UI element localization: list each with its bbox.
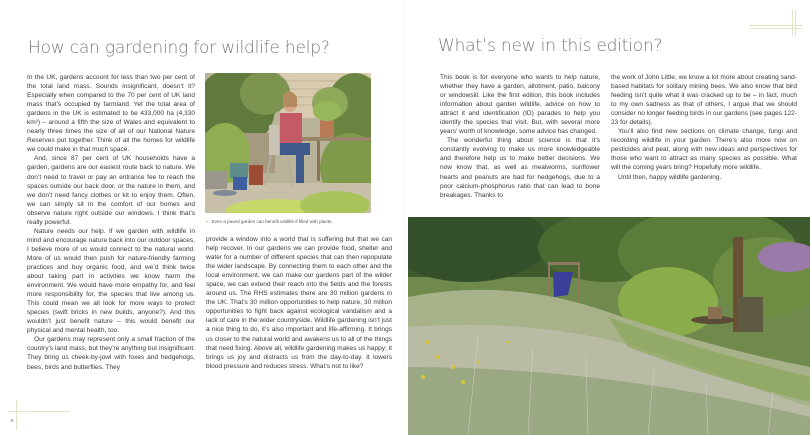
- paragraph: The wonderful thing about science is that it’s constantly evolving to make us more knowledgeable and therefore help us to make better decisions. We now know that, as well as mealworms, sunflower hearts and peanuts are bad for hedgehogs, due to a poor calcium-phosphorus ratio that can lead to bone breakages. Thanks to: [440, 137, 600, 199]
- caption-text: Even a paved garden can benefit wildlife if filled with plants.: [211, 219, 333, 224]
- right-column-1: [440, 73, 600, 200]
- paragraph: You’ll also find new sections on climate change, fungi and recording wildlife in your garden. There’s also more now on pesticides and peat, along with new ideas and perspectives for those who want to attract as many species as possible. What will the coming years bring? Hopefully more wildlife.: [611, 128, 797, 172]
- crop-mark-horizontal: [8, 411, 70, 412]
- right-page-heading: What’s new in this edition?: [438, 36, 663, 56]
- page-number: 6: [11, 418, 14, 423]
- paragraph: In the UK, gardens account for less than two per cent of the total land mass. Sounds insignificant, doesn’t it? Especially when compared to the 70 per cent of UK land mass that’s occupied by farmland. Yet the total area of gardens in the UK is estimated to be 433,000 ha (4,330 km²) – around a fifth the size of Wales and equivalent to nearly three times the size of all of our National Nature Reserves put together. Think of all the homes for wildlife we could make in that much space.: [27, 74, 195, 154]
- left-column-1: [27, 73, 195, 372]
- patio-garden-photo: [205, 73, 371, 213]
- paragraph: And, since 87 per cent of UK households have a garden, gardens are our easiest route back to nature. We don’t need to travel or pay an entrance fee to reach the spaces outside our back door, or the nature in them, and we don’t need fancy clothes or kit to enjoy them. Often, we can simply sit in the comfort of our homes and observe nature right outside our windows. I think that’s really powerful.: [27, 155, 195, 226]
- right-column-2: [611, 73, 797, 182]
- patio-garden-image: [205, 73, 371, 213]
- crop-mark-vertical: [16, 400, 17, 430]
- paragraph: Until then, happy wildlife gardening.: [618, 173, 722, 181]
- paragraph: Nature needs our help. If we garden with wildlife in mind and encourage nature back into our outdoor spaces, I believe more of us would connect to the natural world. More of us would then push for nature-friendly farming practices and buy organic food, and we’d think twice about taking part in activities we know harm the environment. We would have more empathy for, and feel more responsibility for, the species that live among us. This could mean we all look for more ways to protect species (swift bricks in new builds, anyone?). And this wouldn’t just benefit nature – this would benefit our physical and mental health, too.: [27, 227, 195, 335]
- crop-mark-vertical: [795, 10, 796, 36]
- meadow-garden-photo: [408, 217, 810, 435]
- paragraph: Our gardens may represent only a small fraction of the country’s land mass, but they’re anything but insignificant. They bring us cheek-by-jowl with foxes and hedgehogs, bees, birds and butterflies. They: [27, 336, 195, 371]
- photo-caption: [206, 219, 396, 224]
- left-column-2: [206, 235, 392, 371]
- left-page-heading: How can gardening for wildlife help?: [28, 38, 330, 58]
- paragraph: the work of John Little, we know a lot more about creating sand-based habitats for solitary mining bees. We also know that bird feeding isn’t quite what it was cracked up to be – in fact, much to my own sadness as that of others, I argue that we should consider no longer feeding birds in our gardens (see pages 122-23 for details).: [611, 74, 797, 127]
- right-page: [405, 0, 810, 435]
- paragraph: This book is for everyone who wants to help nature, whether they have a garden, allotment, patio, balcony or windowsill. Like the first edition, this book includes information about garden wildlife, advice on how to attract it and identification (ID) parades to help you identify the species that visit. But, with several more years’ worth of knowledge, some advice has changed.: [440, 74, 600, 136]
- meadow-garden-image: [408, 217, 810, 435]
- caption-marker-icon: «: [206, 219, 209, 224]
- paragraph: provide a window into a world that is suffering but that we can help recover. In our gardens we can provide food, shelter and water for a number of different species that can then repopulate the wider landscape. By connecting them to each other and the local environment, we can make our gardens part of the wilder space, we can extend their reach into the fields and the forests around us. The RHS estimates there are 30 million gardens in the UK. That’s 30 million opportunities to help nature, 30 million opportunities to fight back against ecological vandalism and a lack of care in the wider countryside. Wildlife gardening isn’t just a nice thing to do, it’s also important and life-affirming. It brings us closer to the natural world and awakens us to all of the things that need fixing. Above all, wildlife gardening makes us happy; it brings us joy and distracts us from the day-to-day. It lowers blood pressure and reduces stress. What’s not to like?: [206, 236, 392, 370]
- crop-mark-vertical: [792, 10, 793, 36]
